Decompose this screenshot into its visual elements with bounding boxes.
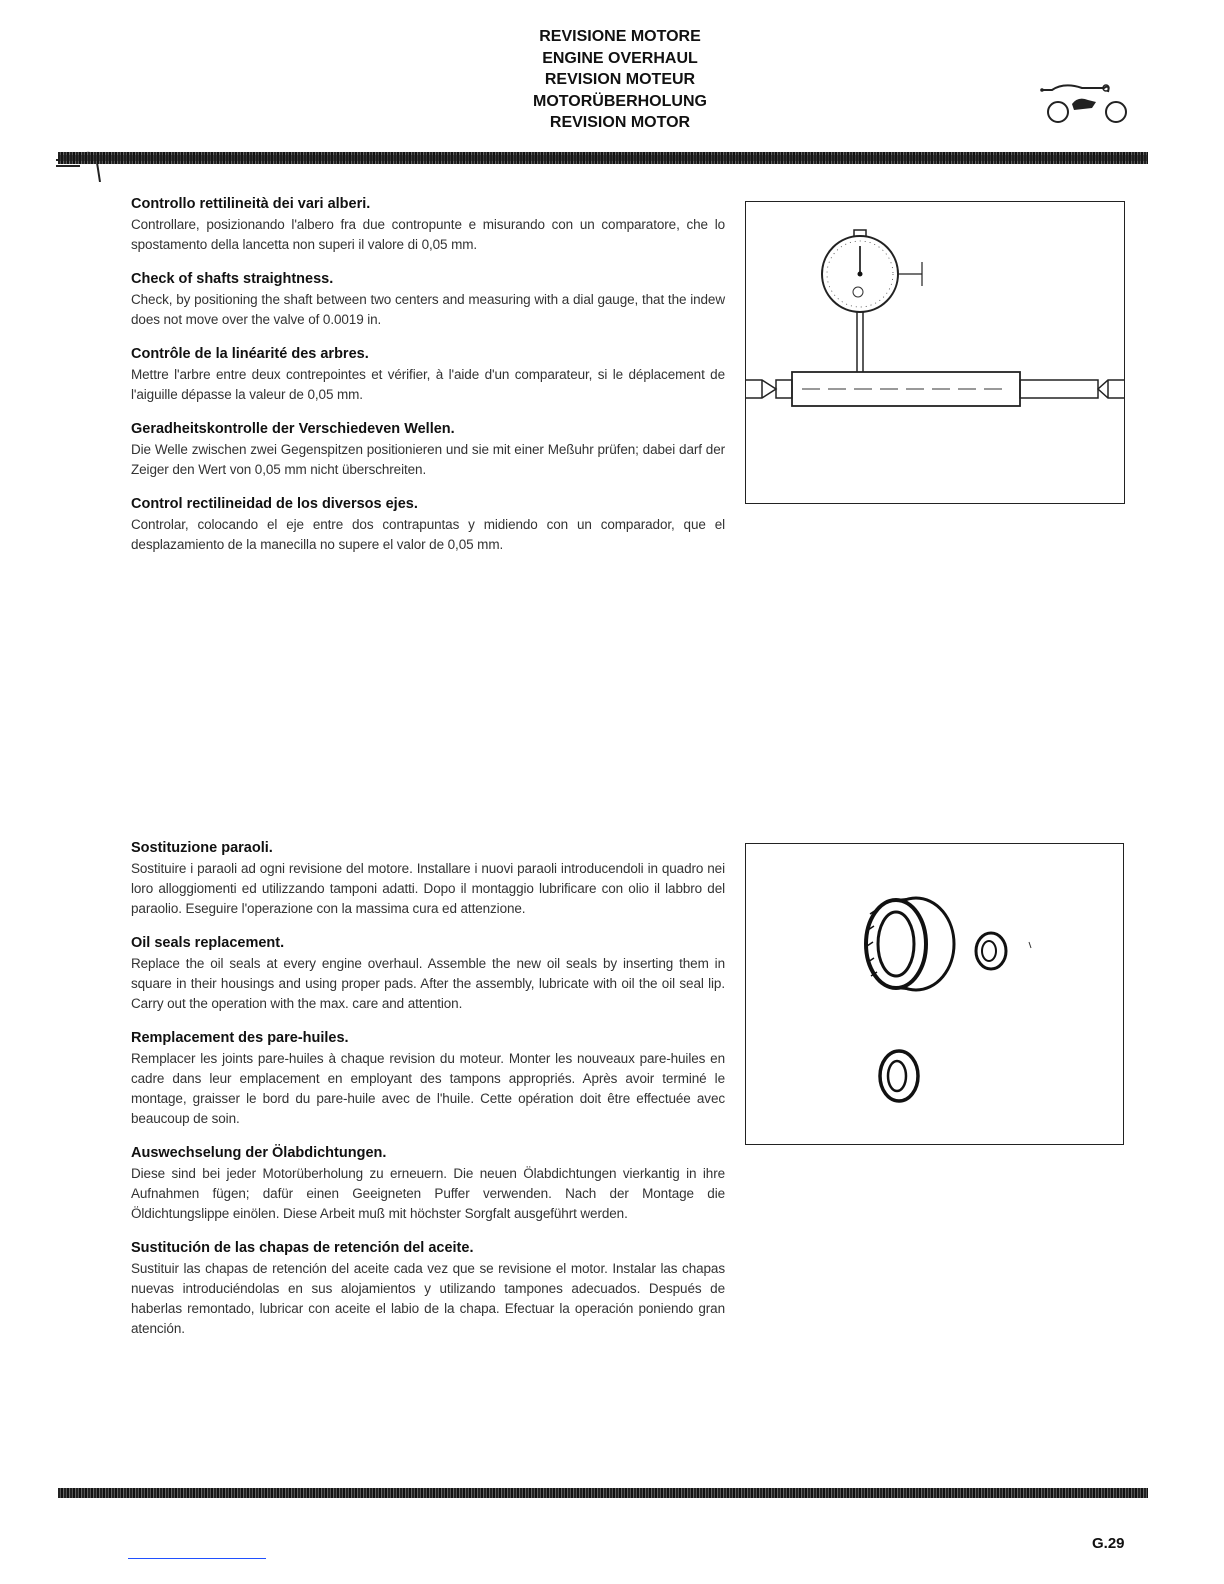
section-body: Diese sind bei jeder Motorüberholung zu erneuern. Die neuen Ölabdichtungen vierkantig in ihre Aufnahmen fügen; dafür einen Geeigneten Puffer verwenden. Nach der Montage die Öldichtungslippe einölen. Diese Arbeit muß mit höchster Sorgfalt ausgeführt werden. xyxy=(131,1166,725,1221)
link-underline[interactable] xyxy=(128,1558,266,1559)
section-spanish xyxy=(131,1238,725,1339)
motorcycle-icon xyxy=(1034,78,1134,128)
section-title: Contrôle de la linéarité des arbres. xyxy=(131,346,369,362)
oil-seals-figure xyxy=(745,843,1124,1145)
dial-gauge-figure xyxy=(745,201,1125,504)
page-number: G.29 xyxy=(1092,1535,1125,1552)
section-body: Mettre l'arbre entre deux contrepointes et vérifier, à l'aide d'un comparateur, si le déplacement de l'aiguille dépasse la valeur de 0,05 mm. xyxy=(131,367,725,402)
bottom-divider xyxy=(58,1488,1148,1498)
title-italian: REVISIONE MOTORE xyxy=(539,28,701,45)
section-title: Sustitución de las chapas de retención del aceite. xyxy=(131,1240,474,1256)
title-french: REVISION MOTEUR xyxy=(544,71,696,88)
section-french xyxy=(131,344,725,405)
section-body: Check, by positioning the shaft between two centers and measuring with a dial gauge, that the indew does not move over the valve of 0.0019 in. xyxy=(131,292,725,327)
section-title: Remplacement des pare-huiles. xyxy=(131,1030,349,1046)
section-title: Control rectilineidad de los diversos ejes. xyxy=(131,496,418,512)
section-spanish xyxy=(131,494,725,555)
title-german: MOTORÜBERHOLUNG xyxy=(533,92,707,110)
header-titles xyxy=(460,26,780,134)
section-body: Sostituire i paraoli ad ogni revisione del motore. Installare i nuovi paraoli introducendoli in quadro nei loro alloggiomenti ed utilizzando tamponi adatti. Dopo il montaggio lubrificare con olio il labbro del paraolio. Eseguire l'operazione con la massima cura ed attenzione. xyxy=(131,861,725,916)
section-italian xyxy=(131,194,725,255)
section-title: Geradheitskontrolle der Verschiedeven Wellen. xyxy=(131,421,455,437)
shaft-straightness-section xyxy=(131,194,725,555)
section-german xyxy=(131,1143,725,1224)
section-title: Controllo rettilineità dei vari alberi. xyxy=(131,196,371,212)
section-english xyxy=(131,269,725,330)
section-body: Controllare, posizionando l'albero fra due contropunte e misurando con un comparatore, che lo spostamento della lancetta non superi il valore di 0,05 mm. xyxy=(131,217,725,252)
top-divider xyxy=(58,152,1148,164)
section-body: Remplacer les joints pare-huiles à chaque revision du moteur. Monter les nouveaux pare-huiles en cadre dans leur emplacement en employant des tampons appropriés. Après avoir terminé le montage, graisser le bord du pare-huile avec de l'huile. Cette opération doit être effectuée avec beaucoup de soin. xyxy=(131,1051,725,1126)
title-spanish: REVISION MOTOR xyxy=(549,114,691,131)
section-body: Die Welle zwischen zwei Gegenspitzen positionieren und sie mit einer Meßuhr prüfen; dabei darf der Zeiger den Wert von 0,05 mm nicht überschreiten. xyxy=(131,442,725,477)
section-french xyxy=(131,1028,725,1129)
section-body: Replace the oil seals at every engine overhaul. Assemble the new oil seals by inserting them in square in their housings and using proper pads. After the assembly, lubricate with oil the oil seal lip. Carry out the operation with the max. care and attention. xyxy=(131,956,725,1011)
oil-seals-illustration xyxy=(746,844,1123,1144)
section-italian xyxy=(131,838,725,919)
section-title: Auswechselung der Ölabdichtungen. xyxy=(131,1145,387,1161)
oil-seals-section xyxy=(131,838,725,1339)
dial-gauge-illustration xyxy=(746,202,1124,503)
section-english xyxy=(131,933,725,1014)
section-title: Oil seals replacement. xyxy=(131,935,285,951)
section-title: Check of shafts straightness. xyxy=(131,271,334,287)
section-body: Controlar, colocando el eje entre dos contrapuntas y midiendo con un comparador, que el desplazamiento de la manecilla no supere el valor de 0,05 mm. xyxy=(131,517,725,552)
section-german xyxy=(131,419,725,480)
section-body: Sustituir las chapas de retención del aceite cada vez que se revisione el motor. Instalar las chapas nuevas introduciéndolas en sus alojamientos y utilizando tampones adecuados. Después de haberlas remontado, lubricar con aceite el labio de la chapa. Efectuar la operación poniendo gran atención. xyxy=(131,1261,725,1336)
title-english: ENGINE OVERHAUL xyxy=(542,49,698,67)
section-title: Sostituzione paraoli. xyxy=(131,840,273,856)
